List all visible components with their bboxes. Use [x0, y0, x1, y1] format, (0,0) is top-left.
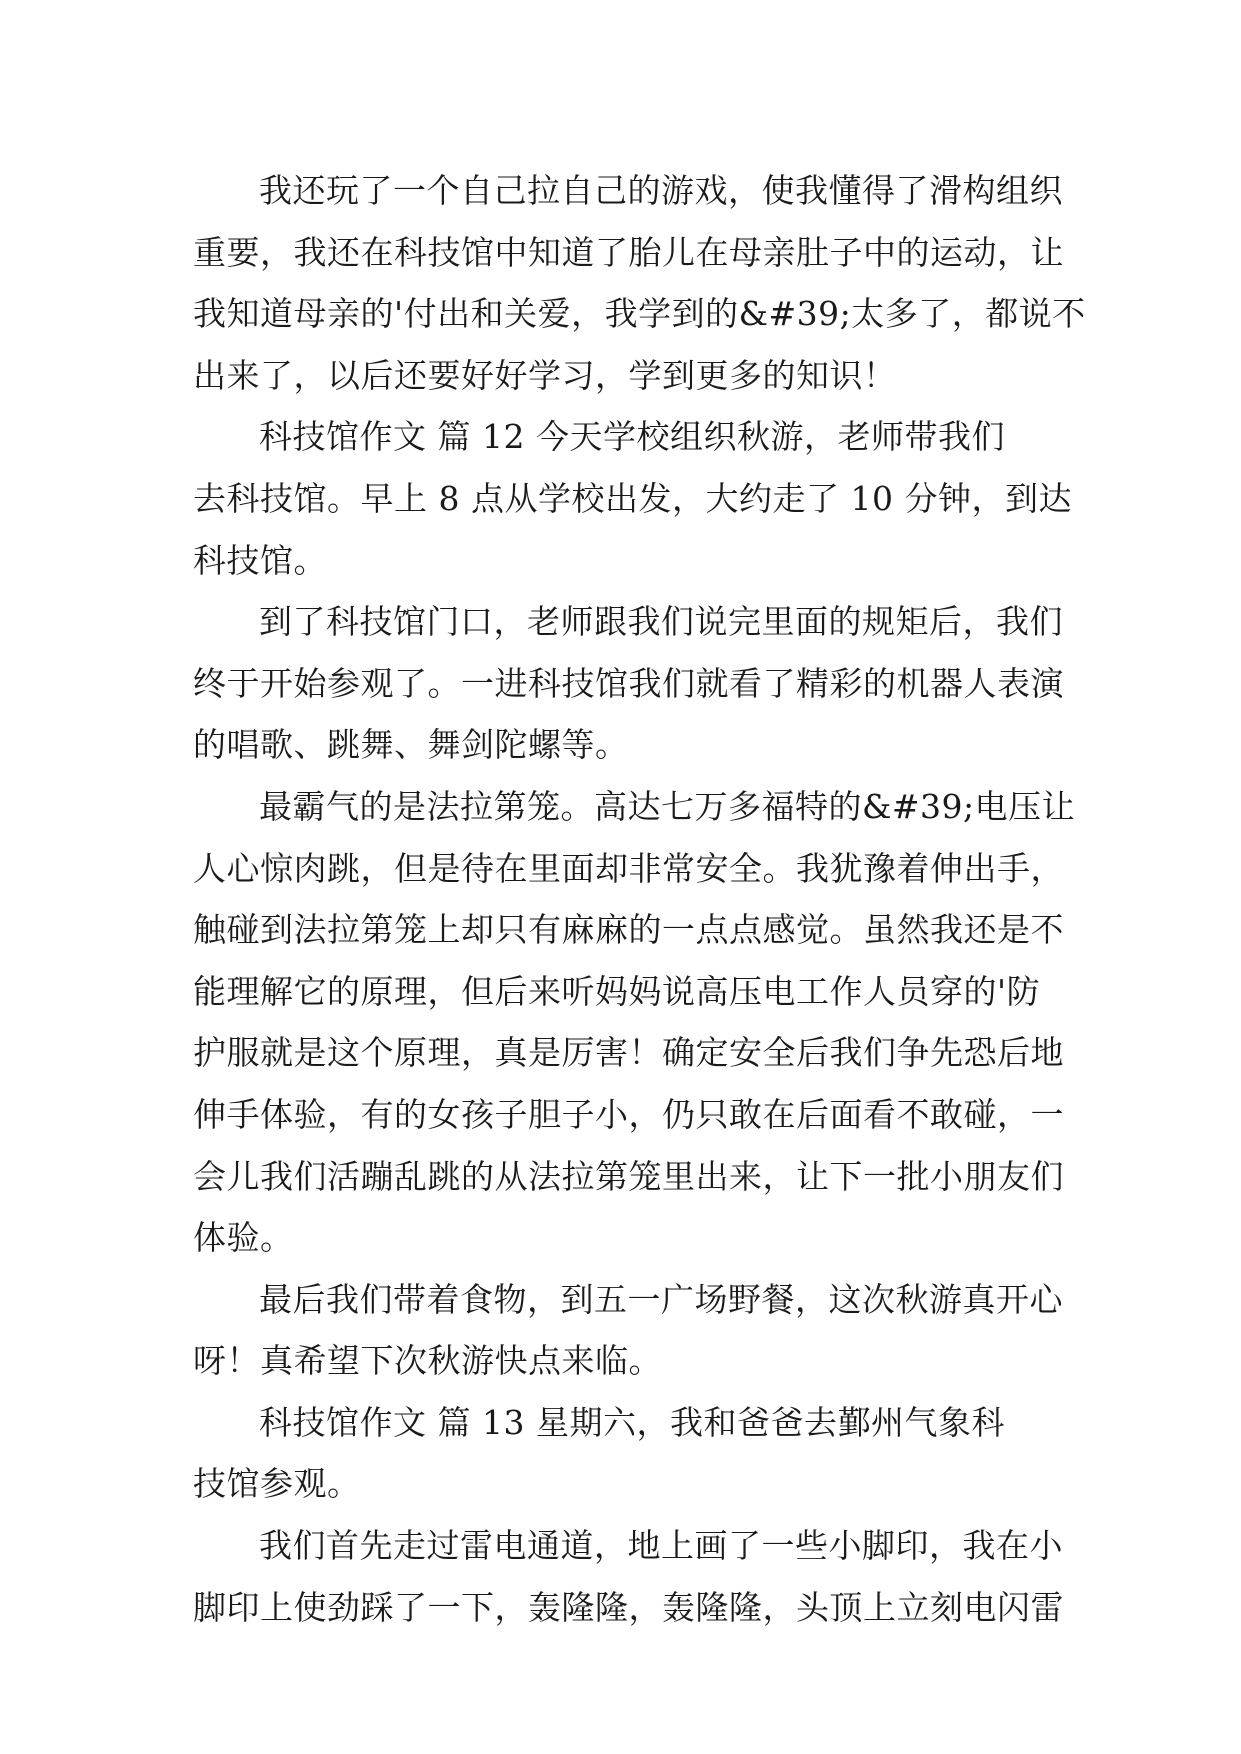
text-line: 我们首先走过雷电通道，地上画了一些小脚印，我在小 — [259, 1526, 1063, 1566]
text-line: 科技馆作文 篇 13 星期六，我和爸爸去鄞州气象科 — [259, 1402, 1005, 1442]
text-line: 最霸气的是法拉第笼。高达七万多福特的&#39;电压让 — [259, 786, 1076, 826]
text-line: 科技馆。 — [193, 540, 327, 580]
text-line: 我知道母亲的'付出和关爱，我学到的&#39;太多了，都说不 — [193, 294, 1086, 334]
text-line: 我还玩了一个自己拉自己的游戏，使我懂得了滑构组织 — [259, 171, 1063, 210]
text-line: 脚印上使劲踩了一下，轰隆隆，轰隆隆，头顶上立刻电闪雷 — [193, 1587, 1064, 1627]
text-line: 能理解它的原理，但后来听妈妈说高压电工作人员穿的'防 — [193, 971, 1041, 1011]
text-line: 出来了，以后还要好好学习，学到更多的知识！ — [193, 355, 897, 395]
text-line: 人心惊肉跳，但是待在里面却非常安全。我犹豫着伸出手， — [193, 848, 1064, 888]
text-line: 的唱歌、跳舞、舞剑陀螺等。 — [193, 725, 629, 765]
text-line: 护服就是这个原理，真是厉害！确定安全后我们争先恐后地 — [193, 1033, 1064, 1073]
text-line: 体验。 — [193, 1218, 294, 1258]
text-line: 触碰到法拉第笼上却只有麻麻的一点点感觉。虽然我还是不 — [193, 910, 1064, 950]
text-line: 科技馆作文 篇 12 今天学校组织秋游，老师带我们 — [259, 417, 1005, 457]
text-line: 呀！真希望下次秋游快点来临。 — [193, 1341, 662, 1381]
text-line: 会儿我们活蹦乱跳的从法拉第笼里出来，让下一批小朋友们 — [193, 1156, 1064, 1196]
text-line: 到了科技馆门口，老师跟我们说完里面的规矩后，我们 — [259, 602, 1063, 642]
text-line: 最后我们带着食物，到五一广场野餐，这次秋游真开心 — [259, 1279, 1063, 1319]
text-line: 终于开始参观了。一进科技馆我们就看了精彩的机器人表演 — [193, 663, 1064, 703]
text-line: 伸手体验，有的女孩子胆子小，仍只敢在后面看不敢碰，一 — [193, 1094, 1064, 1134]
text-line: 去科技馆。早上 8 点从学校出发，大约走了 10 分钟，到达 — [193, 478, 1072, 518]
text-line: 技馆参观。 — [193, 1464, 361, 1504]
text-line: 重要，我还在科技馆中知道了胎儿在母亲肚子中的运动，让 — [193, 232, 1064, 272]
essay-body — [193, 160, 1086, 1638]
